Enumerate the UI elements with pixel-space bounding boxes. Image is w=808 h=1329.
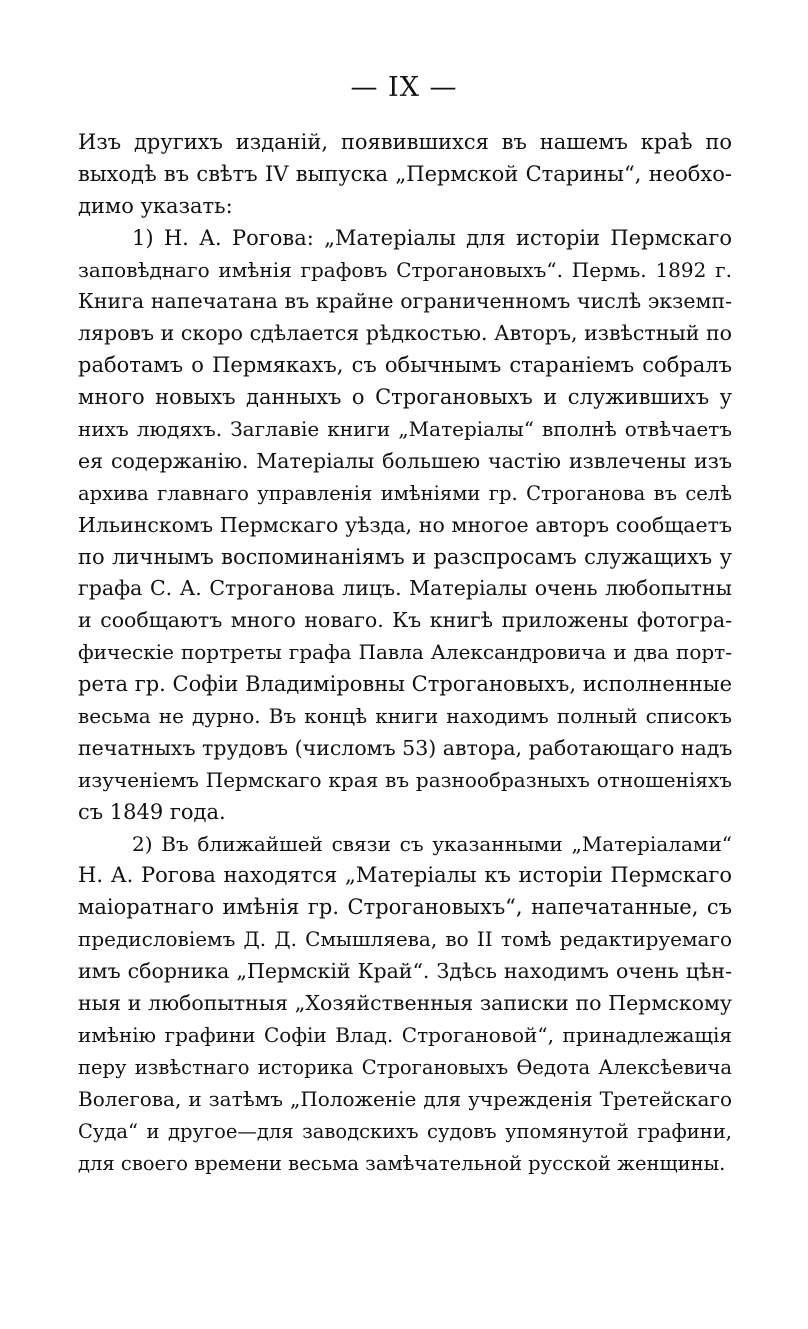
text-line: Суда“ и другое—для заводскихъ судовъ упомянутой графини, (78, 1119, 732, 1143)
text-line: Изъ другихъ изданій, появившихся въ нашемъ краѣ по (78, 130, 732, 154)
text-line: Книга напечатана въ крайне ограниченномъ числѣ экземп- (78, 289, 732, 314)
text-line: ея содержанію. Матеріалы большею частію извлечены изъ (78, 448, 732, 473)
text-line: работамъ о Пермякахъ, съ обычнымъ стараніемъ собралъ (78, 353, 732, 378)
text-line: предисловіемъ Д. Д. Смышляева, во II томѣ редактируемаго (78, 927, 732, 952)
text-line: нихъ людяхъ. Заглавіе книги „Матеріалы“ вполнѣ отвѣчаетъ (78, 417, 732, 442)
text-line: изученіемъ Пермскаго края въ разнообразныхъ отношеніяхъ (78, 767, 732, 792)
text-line: весьма не дурно. Въ концѣ книги находимъ полный списокъ (78, 704, 732, 729)
text-line: Ильинскомъ Пермскаго уѣзда, но многое авторъ сообщаетъ (78, 512, 732, 537)
text-line: фическіе портреты графа Павла Александровича и два порт- (78, 640, 732, 665)
text-line: съ 1849 года. (78, 799, 226, 824)
text-line: димо указать: (78, 193, 233, 218)
text-line: перу извѣстнаго историка Строгановыхъ Ѳедота Алексѣевича (78, 1055, 732, 1079)
text-line: для своего времени весьма замѣчательной русской женщины. (78, 1151, 726, 1175)
text-line: Н. А. Рогова находятся „Матеріалы къ исторіи Пермскаго (78, 863, 732, 888)
text-line: много новыхъ данныхъ о Строгановыхъ и служившихъ у (78, 385, 732, 410)
text-line: графа С. А. Строганова лицъ. Матеріалы очень любопытны (78, 576, 732, 601)
text-line: имъ сборника „Пермскій Край“. Здѣсь находимъ очень цѣн- (78, 959, 732, 984)
paragraph-item-2-first-line: 2) Въ ближайшей связи съ указанными „Матеріалами“ (132, 831, 732, 856)
text-line: ныя и любопытныя „Хозяйственныя записки по Пермскому (78, 991, 732, 1016)
text-line: и сообщаютъ много новаго. Къ книгѣ приложены фотогра- (78, 608, 732, 633)
text-line: печатныхъ трудовъ (числомъ 53) автора, работающаго надъ (78, 735, 732, 760)
text-line: маіоратнаго имѣнія гр. Строгановыхъ“, напечатанные, съ (78, 895, 732, 920)
text-line: архива главнаго управленія имѣніями гр. Строганова въ селѣ (78, 481, 732, 505)
body-text (78, 127, 732, 1179)
text-line: Волегова, и затѣмъ „Положеніе для учрежденія Третейскаго (78, 1086, 732, 1111)
text-line: имѣнію графини Софіи Влад. Строгановой“, принадлежащія (78, 1022, 732, 1047)
text-line: по личнымъ воспоминаніямъ и разспросамъ служащихъ у (78, 544, 732, 569)
text-line: ляровъ и скоро сдѣлается рѣдкостью. Авторъ, извѣстный по (78, 321, 732, 346)
paragraph-item-1-first-line: 1) Н. А. Рогова: „Матеріалы для исторіи Пермскаго (132, 225, 732, 250)
text-line: выходѣ въ свѣтъ IV выпуска „Пермской Старины“, необхо- (78, 161, 732, 186)
text-line: рета гр. Софіи Владиміровны Строгановыхъ, исполненные (78, 672, 732, 697)
page-number: — IX — (350, 72, 458, 103)
text-line: заповѣднаго имѣнія графовъ Строгановыхъ“. Пермь. 1892 г. (78, 257, 732, 282)
